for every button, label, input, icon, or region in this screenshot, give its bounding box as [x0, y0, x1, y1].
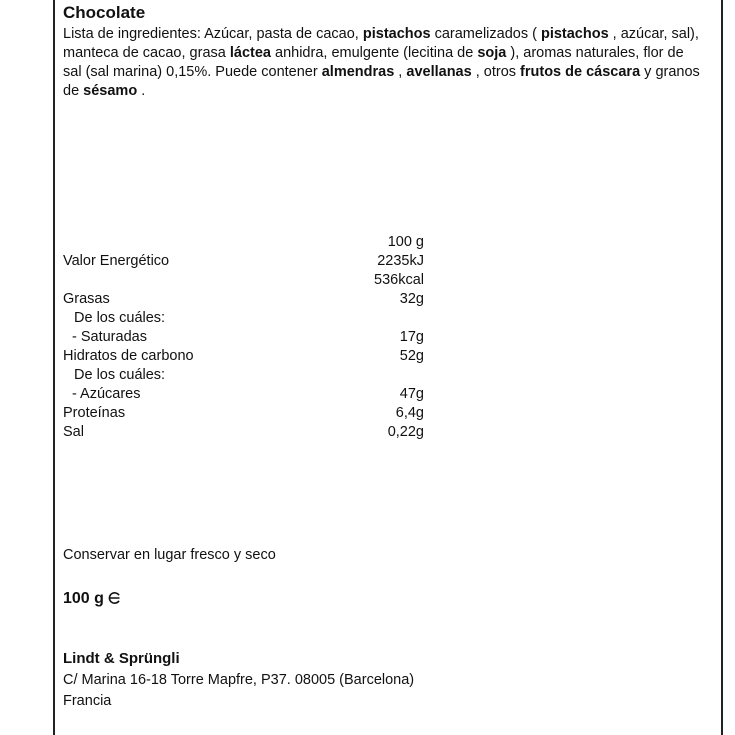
nutrition-value: 17g: [399, 329, 424, 345]
nutrition-label: - Saturadas: [72, 329, 147, 345]
nutrition-value: 47g: [399, 386, 424, 402]
ingredient-text: , otros: [471, 64, 521, 80]
allergen-text: láctea: [229, 45, 271, 61]
nutrition-label: Proteínas: [63, 405, 126, 421]
ingredient-text: ,: [394, 64, 407, 80]
nutrition-value: 32g: [399, 291, 424, 307]
nutrition-value: 2235kJ: [377, 253, 424, 269]
ingredients-list: [63, 25, 703, 101]
product-title: Chocolate: [63, 3, 146, 22]
allergen-text: soja: [477, 45, 507, 61]
ingredient-text: .: [137, 83, 146, 99]
allergen-text: almendras: [321, 64, 395, 80]
allergen-text: frutos de cáscara: [520, 64, 641, 80]
ingredient-text: ), aromas naturales, flor de sal (sal marina) 0,15%. Puede contener: [63, 45, 684, 80]
ingredient-text: y granos de: [63, 64, 700, 99]
ingredient-text: anhidra, emulgente (lecitina de: [270, 45, 478, 61]
nutrition-value: 0,22g: [387, 424, 424, 440]
ingredient-text: caramelizados (: [430, 26, 541, 42]
nutrition-label: Sal: [63, 424, 84, 440]
nutrition-label: Grasas: [63, 291, 110, 307]
allergen-text: pistachos: [362, 26, 431, 42]
manufacturer-name: Lindt & Sprüngli: [63, 650, 180, 667]
estimated-sign-icon: [107, 591, 121, 605]
nutrition-label: De los cuáles:: [74, 367, 166, 383]
allergen-text: sésamo: [83, 83, 138, 99]
storage-instructions: Conservar en lugar fresco y seco: [63, 547, 276, 563]
nutrition-value: 6,4g: [395, 405, 424, 421]
net-weight-value: 100 g: [63, 590, 104, 607]
net-weight: [63, 590, 121, 608]
nutrition-label: Valor Energético: [63, 253, 170, 269]
ingredient-text: Lista de ingredientes: Azúcar, pasta de cacao,: [63, 26, 363, 42]
ingredient-text: , azúcar, sal), manteca de cacao, grasa: [63, 26, 699, 61]
nutrition-per-label: 100 g: [387, 234, 424, 250]
allergen-text: avellanas: [406, 64, 472, 80]
nutrition-label: - Azúcares: [72, 386, 141, 402]
manufacturer-country: Francia: [63, 693, 112, 709]
manufacturer-address: C/ Marina 16-18 Torre Mapfre, P37. 08005 (Barcelona): [63, 672, 415, 688]
allergen-text: pistachos: [540, 26, 609, 42]
nutrition-label: Hidratos de carbono: [63, 348, 194, 364]
nutrition-label: De los cuáles:: [74, 310, 166, 326]
nutrition-value: 536kcal: [374, 272, 424, 288]
nutrition-value: 52g: [399, 348, 424, 364]
